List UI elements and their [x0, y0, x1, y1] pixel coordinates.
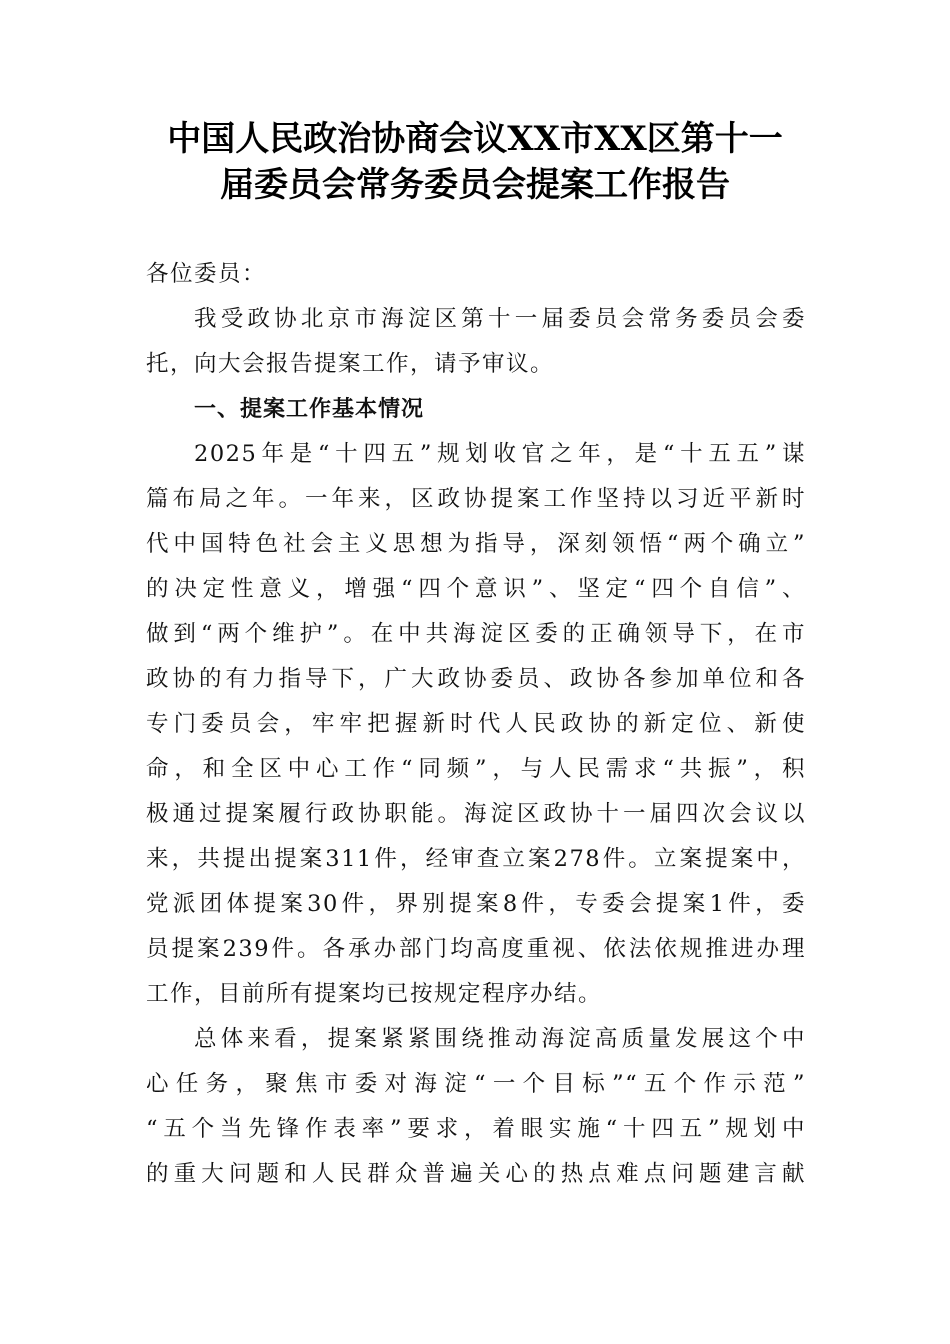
paragraph-line: 总体来看，提案紧紧围绕推动海淀高质量发展这个中 — [194, 1026, 806, 1052]
paragraph-line: 工作，目前所有提案均已按规定程序办结。 — [146, 981, 603, 1007]
paragraph-line: 心任务，聚焦市委对海淀“一个目标”“五个作示范” — [146, 1071, 806, 1097]
intro-line-1: 我受政协北京市海淀区第十一届委员会常务委员会委 — [194, 306, 806, 332]
title-line-1: 中国人民政治协商会议XX市XX区第十一 — [167, 119, 783, 159]
title-line-2: 届委员会常务委员会提案工作报告 — [220, 165, 730, 205]
paragraph-line: 做到“两个维护”。在中共海淀区委的正确领导下，在市 — [146, 621, 806, 647]
paragraph-line: 篇布局之年。一年来，区政协提案工作坚持以习近平新时 — [146, 486, 806, 512]
paragraph-line: 命，和全区中心工作“同频”，与人民需求“共振”，积 — [146, 756, 806, 782]
paragraph-line: 党派团体提案30件，界别提案8件，专委会提案1件，委 — [146, 891, 806, 917]
paragraph-line: 的重大问题和人民群众普遍关心的热点难点问题建言献 — [146, 1161, 806, 1187]
intro-line-2: 托，向大会报告提案工作，请予审议。 — [146, 351, 555, 377]
paragraph-line: “五个当先锋作表率”要求，着眼实施“十四五”规划中 — [146, 1116, 806, 1142]
salutation: 各位委员： — [146, 261, 267, 287]
report-title — [128, 116, 822, 208]
paragraph-line: 代中国特色社会主义思想为指导，深刻领悟“两个确立” — [146, 531, 806, 557]
paragraph-line: 2025年是“十四五”规划收官之年，是“十五五”谋 — [194, 441, 806, 467]
paragraph-line: 的决定性意义，增强“四个意识”、坚定“四个自信”、 — [146, 576, 806, 602]
paragraph-line: 来，共提出提案311件，经审查立案278件。立案提案中， — [146, 846, 806, 872]
paragraph-line: 专门委员会，牢牢把握新时代人民政协的新定位、新使 — [146, 711, 806, 737]
section-heading-1: 一、提案工作基本情况 — [194, 397, 425, 422]
report-body — [146, 252, 806, 1197]
paragraph-line: 员提案239件。各承办部门均高度重视、依法依规推进办理 — [146, 936, 806, 962]
paragraph-line: 政协的有力指导下，广大政协委员、政协各参加单位和各 — [146, 666, 806, 692]
paragraph-line: 极通过提案履行政协职能。海淀区政协十一届四次会议以 — [146, 801, 806, 827]
